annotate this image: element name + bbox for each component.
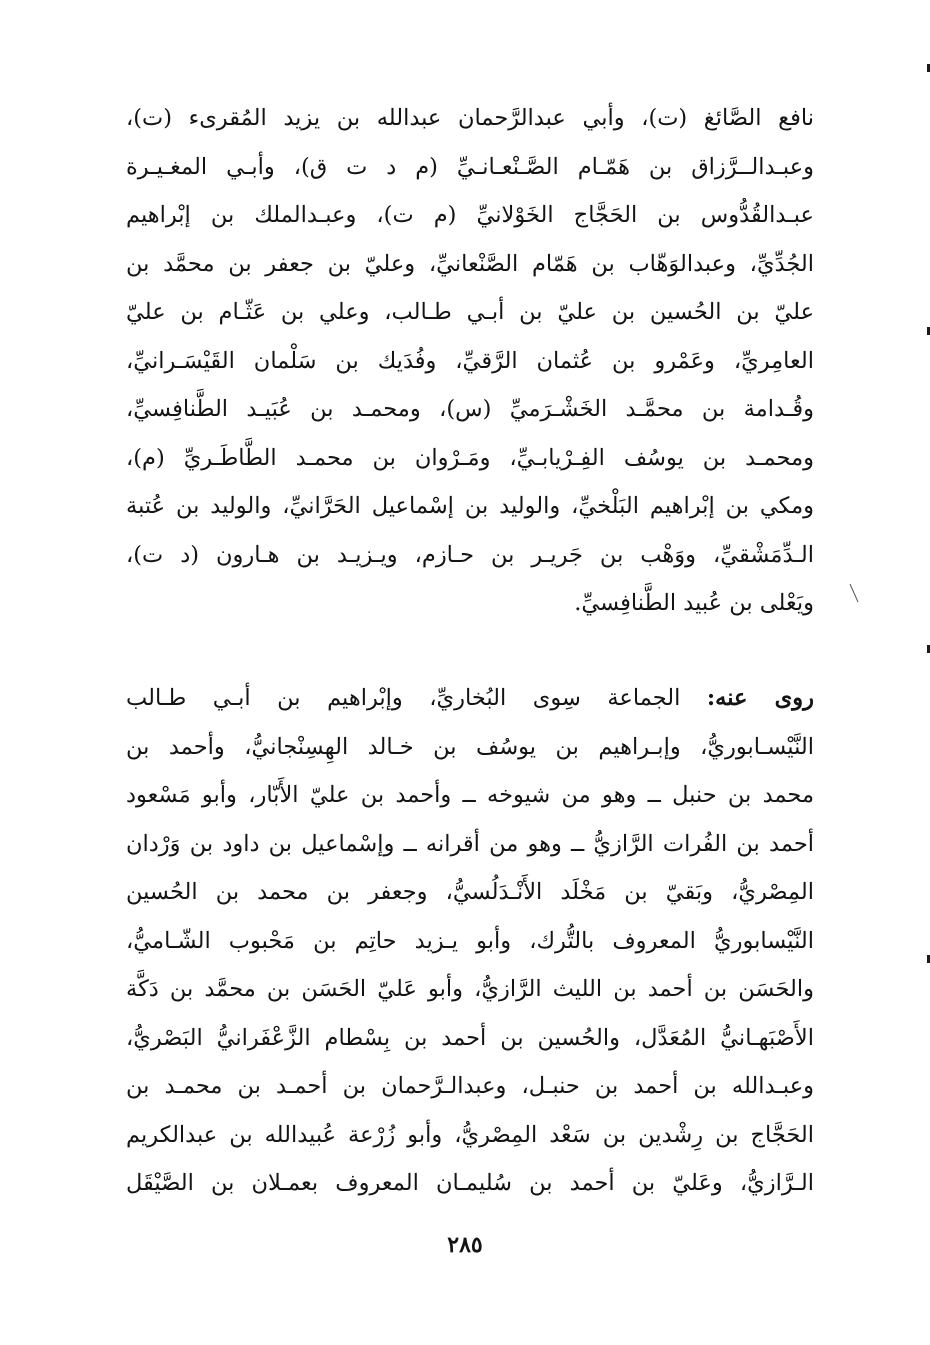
text-line: ويَعْلى بن عُبيد الطَّنافِسيِّ. [574,590,814,616]
text-line: محمد بن حنبل ــ وهو من شيوخه ــ وأحمد بن عليّ الأَبّار، وأبو مَسْعود [126,782,814,808]
text-line: عليّ بن الحُسين بن عليّ بن أبـي طـالب، وعلي بن عَثّـام بن عليّ [126,299,814,325]
page-number: ٢٨٥ [447,1232,483,1258]
text-line: ومحمـد بن يوسُف الفِـرْيابـيِّ، ومَـرْوان بن محمـد الطَّاطَـريِّ (م)، [126,444,814,471]
text-line: والحَسَن بن أحمد بن الليث الرَّازيُّ، وأبو عَليّ الحَسَن بن محمَّد بن دَكَّة [126,976,814,1002]
text-line: الحَجَّاج بن رِشْدين بن سَعْد المِصْريُّ، وأبو زُرْعة عُبيدالله بن عبدالكريم [126,1121,814,1148]
text-line: أحمد بن الفُرات الرَّازيُّ ــ وهو من أقرانه ــ وإسْماعيل بن داود بن وَرْدان [126,830,814,857]
text-line-rest: الجماعة سِوى البُخاريِّ، وإبْراهيم بن أبـي طـالب [126,685,681,711]
text-line: الـدِّمَشْقيِّ، ووَهْب بن جَريـر بن حـازم، ويـزيـد بن هـارون (د ت)، [126,541,814,568]
text-line-first [126,674,814,723]
text-line: المِصْريُّ، وبَقيّ بن مَخْلَد الأَنْـدَلُسيُّ، وجعفر بن محمد بن الحُسين [126,879,814,905]
text-line: النَّيْسابوريُّ المعروف بالتُّرك، وأبو يـزيد حاتِم بن مَحْبوب الشّـاميُّ، [126,927,814,954]
text-line: الأَصْبَهـانيُّ المُعَدَّل، والحُسين بن أحمد بن بِسْطام الزَّعْفَرانيُّ البَصْريُّ، [126,1024,814,1051]
text-line: عبـدالقُدُّوس بن الحَجَّاج الخَوْلانيِّ (م ت)، وعبـدالملك بن إبْراهيم [126,202,814,228]
narrated-by-label: روى عنه: [706,685,814,711]
text-line: الجُدِّيِّ، وعبدالوَهّاب بن هَمّام الصَّنْعانيِّ، وعليّ بن جعفر بن محمَّد بن [126,250,814,277]
text-line: النَّيْسـابوريُّ، وإبـراهيم بن يوسُف بن خـالد الهِسِنْجانيُّ، وأحمد بن [126,733,814,760]
pencil-mark [848,582,860,604]
text-line: الـرَّازيُّ، وعَليّ بن أحمد بن سُليمـان المعروف بعمـلان بن الصَّيْقَل [126,1170,814,1196]
text-line: نافع الصَّائغ (ت)، وأبي عبدالرَّحمان عبدالله بن يزيد المُقرىء (ت)، [126,105,814,131]
text-line: وقُـدامة بن محمَّـد الخَشْـرَميِّ (س)، ومحمـد بن عُبَيـد الطَّنافِسيِّ، [126,396,814,422]
text-line: العامِريِّ، وعَمْرو بن عُثمان الرَّقيِّ، وفُدَيك بن سَلْمان القَيْسَـرانيِّ، [126,347,814,374]
text-line: وعبـدالله بن أحمد بن حنبـل، وعبدالـرَّحمان بن أحمـد بن محمـد بن [126,1073,814,1099]
paragraph-students [126,674,814,1208]
paragraph-teachers [126,94,814,628]
text-line: ومكي بن إبْراهيم البَلْخيِّ، والوليد بن إسْماعيل الحَرَّانيِّ، والوليد بن عُتبة [126,493,814,519]
text-line: وعبـدالــرَّزاق بن هَمّـام الصَّـنْعـانـيِّ (م د ت ق)، وأبـي المغـيـرة [126,153,814,180]
